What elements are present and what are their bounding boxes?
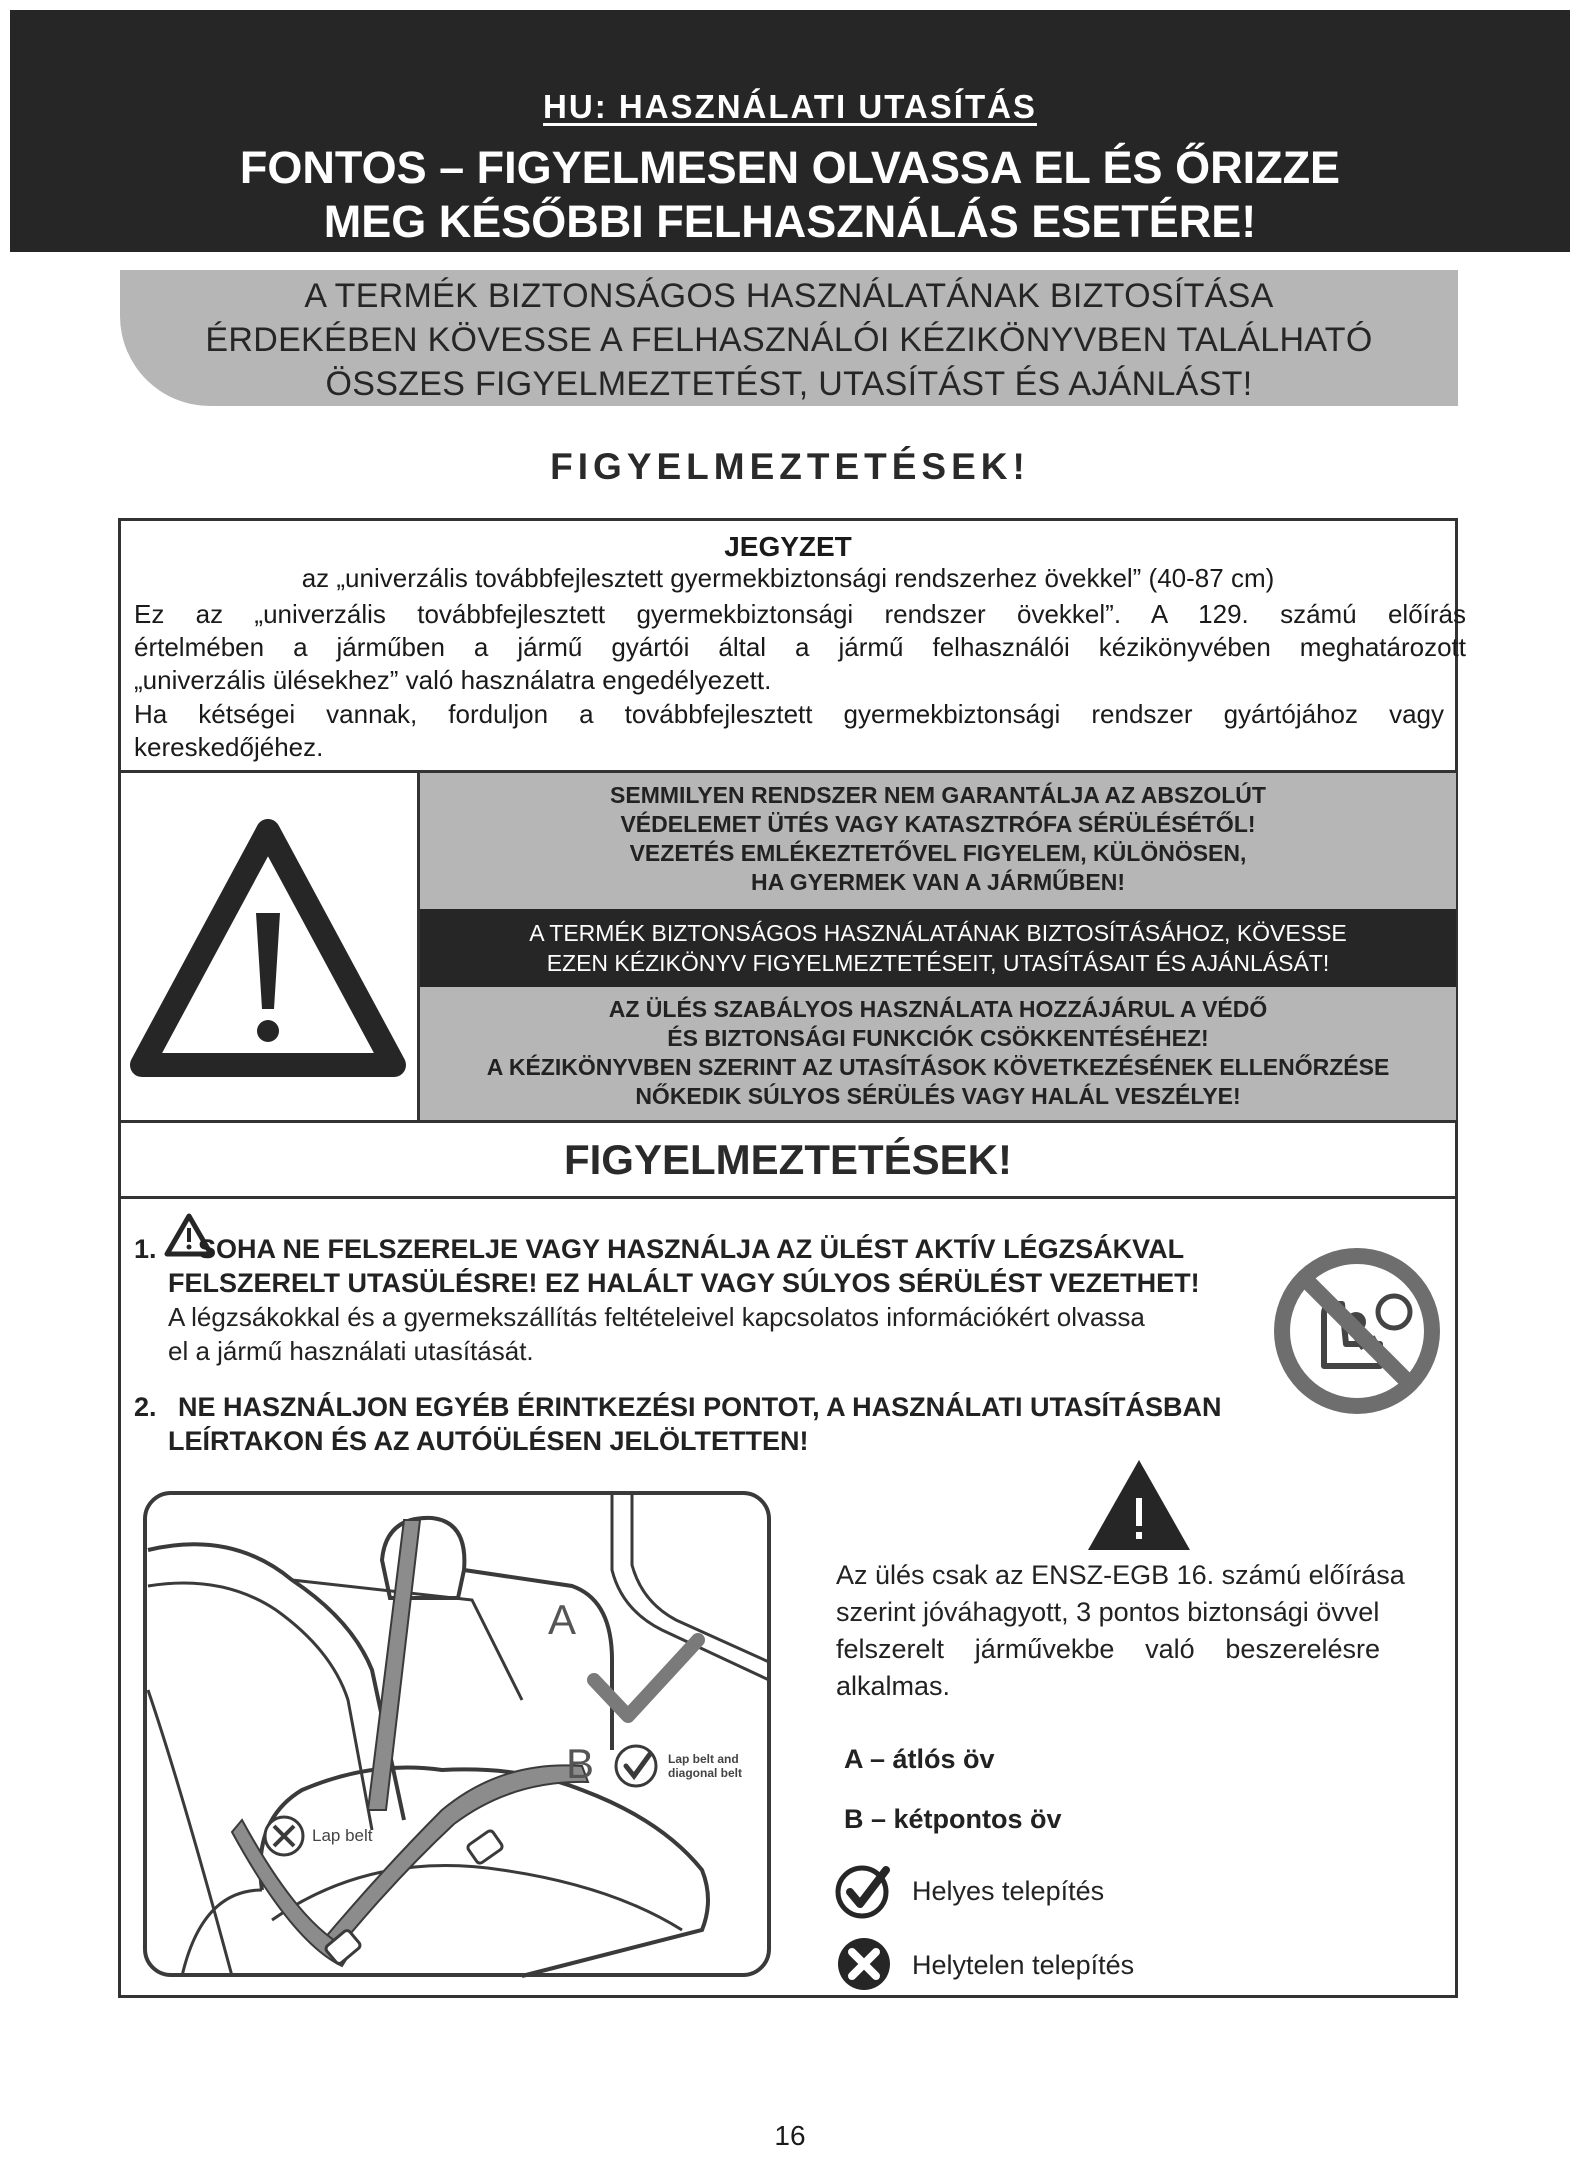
legend-incorrect: Helytelen telepítés <box>912 1950 1135 1980</box>
alert-dark-middle <box>420 909 1456 987</box>
warning-triangle-icon <box>120 773 417 1120</box>
alert-line: VEZETÉS EMLÉKEZTETŐVEL FIGYELEM, KÜLÖNÖSEN, <box>629 840 1247 866</box>
divider <box>118 1120 1458 1123</box>
alert-line: AZ ÜLÉS SZABÁLYOS HASZNÁLATA HOZZÁJÁRUL A VÉDŐ <box>608 996 1268 1022</box>
note-line: Ha kétségei vannak, forduljon a továbbfejlesztett gyermekbiztonsági rendszer gyártójához vagy <box>134 699 1444 729</box>
note-line: Ez az „univerzális továbbfejlesztett gyermekbiztonsági rendszer övekkel”. A 129. számú előírás <box>134 599 1466 629</box>
legend-b: B – kétpontos öv <box>844 1804 1062 1834</box>
lap-diagonal-caption <box>668 1752 742 1780</box>
item-2-bold-line-2: LEÍRTAKON ÉS AZ AUTÓÜLÉSEN JELÖLTETTEN! <box>168 1426 809 1456</box>
header-bar <box>10 10 1570 252</box>
install-line: felszerelt járművekbe való beszerelésre <box>836 1634 1380 1664</box>
alert-line: VÉDELEMET ÜTÉS VAGY KATASZTRÓFA SÉRÜLÉSÉTŐL! <box>620 811 1256 837</box>
incorrect-x-icon <box>834 1934 894 1999</box>
caption-line: Lap belt and <box>668 1752 739 1766</box>
install-line: Az ülés csak az ENSZ-EGB 16. számú előírása <box>836 1560 1405 1590</box>
lap-belt-caption: Lap belt <box>312 1826 373 1845</box>
note-title: JEGYZET <box>724 531 852 562</box>
item-1-text-line-2: el a jármű használati utasítását. <box>168 1336 534 1366</box>
alert-line: EZEN KÉZIKÖNYV FIGYELMEZTETÉSEIT, UTASÍTÁSAIT ÉS AJÁNLÁSÁT! <box>546 950 1330 976</box>
alert-line: A KÉZIKÖNYVBEN SZERINT AZ UTASÍTÁSOK KÖVETKEZÉSÉNEK ELLENŐRZÉSE <box>486 1054 1390 1080</box>
alert-line: NŐKEDIK SÚLYOS SÉRÜLÉS VAGY HALÁL VESZÉLYE! <box>635 1083 1241 1109</box>
divider <box>118 1196 1458 1199</box>
page-number: 16 <box>774 2120 806 2151</box>
alert-line: HA GYERMEK VAN A JÁRMŰBEN! <box>751 869 1125 895</box>
item-1-bold-line-1: SOHA NE FELSZERELJE VAGY HASZNÁLJA AZ ÜLÉST AKTÍV LÉGZSÁKVAL <box>198 1234 1185 1264</box>
header-line-2: MEG KÉSŐBBI FELHASZNÁLÁS ESETÉRE! <box>323 196 1257 247</box>
alert-line: A TERMÉK BIZTONSÁGOS HASZNÁLATÁNAK BIZTOSÍTÁSÁHOZ, KÖVESSE <box>529 920 1347 946</box>
language-title: HU: HASZNÁLATI UTASÍTÁS <box>543 88 1037 125</box>
legend-a: A – átlós öv <box>844 1744 995 1774</box>
label-a: A <box>548 1596 577 1643</box>
note-subtitle: az „univerzális továbbfejlesztett gyermekbiztonsági rendszerhez övekkel” (40-87 cm) <box>301 563 1275 593</box>
legend-correct: Helyes telepítés <box>912 1876 1105 1906</box>
label-b: B <box>566 1740 595 1787</box>
note-line: értelmében a járműben a jármű gyártói által a jármű felhasználói kézikönyvében meghatározott <box>134 632 1466 662</box>
warnings-heading: FIGYELMEZTETÉSEK! <box>550 446 1030 487</box>
banner-line-2: ÉRDEKÉBEN KÖVESSE A FELHASZNÁLÓI KÉZIKÖNYVBEN TALÁLHATÓ <box>205 321 1373 359</box>
item-1-text-line-1: A légzsákokkal és a gyermekszállítás feltételeivel kapcsolatos információkért olvassa <box>168 1302 1145 1332</box>
alert-line: ÉS BIZTONSÁGI FUNKCIÓK CSÖKKENTÉSÉHEZ! <box>667 1025 1209 1051</box>
attention-icon <box>1084 1458 1194 1557</box>
warnings-heading-2: FIGYELMEZTETÉSEK! <box>563 1136 1012 1183</box>
seat-belt-illustration <box>142 1490 772 1983</box>
item-1-bold-line-2: FELSZERELT UTASÜLÉSRE! EZ HALÁLT VAGY SÚLYOS SÉRÜLÉST VEZETHET! <box>168 1268 1200 1298</box>
correct-check-icon <box>834 1860 894 1925</box>
safety-banner <box>120 270 1458 406</box>
alert-grey-top <box>420 773 1456 909</box>
note-line: „univerzális ülésekhez” való használatra engedélyezett. <box>134 665 772 695</box>
caption-line: diagonal belt <box>668 1766 743 1780</box>
install-line: szerint jóváhagyott, 3 pontos biztonsági övvel <box>836 1597 1380 1627</box>
no-airbag-icon <box>1272 1246 1442 1421</box>
install-line: alkalmas. <box>836 1671 951 1701</box>
note-line: kereskedőjéhez. <box>134 732 324 762</box>
item-2-bold-line-1: NE HASZNÁLJON EGYÉB ÉRINTKEZÉSI PONTOT, A HASZNÁLATI UTASÍTÁSBAN <box>178 1392 1222 1422</box>
banner-line-1: A TERMÉK BIZTONSÁGOS HASZNÁLATÁNAK BIZTOSÍTÁSA <box>304 277 1274 315</box>
alert-line: SEMMILYEN RENDSZER NEM GARANTÁLJA AZ ABSZOLÚT <box>610 782 1266 808</box>
item-1-number: 1. <box>134 1234 157 1264</box>
header-line-1: FONTOS – FIGYELMESEN OLVASSA EL ÉS ŐRIZZE <box>239 142 1341 193</box>
banner-line-3: ÖSSZES FIGYELMEZTETÉST, UTASÍTÁST ÉS AJÁNLÁST! <box>325 365 1253 403</box>
alert-grey-bottom <box>420 987 1456 1120</box>
item-2-number: 2. <box>134 1392 157 1422</box>
